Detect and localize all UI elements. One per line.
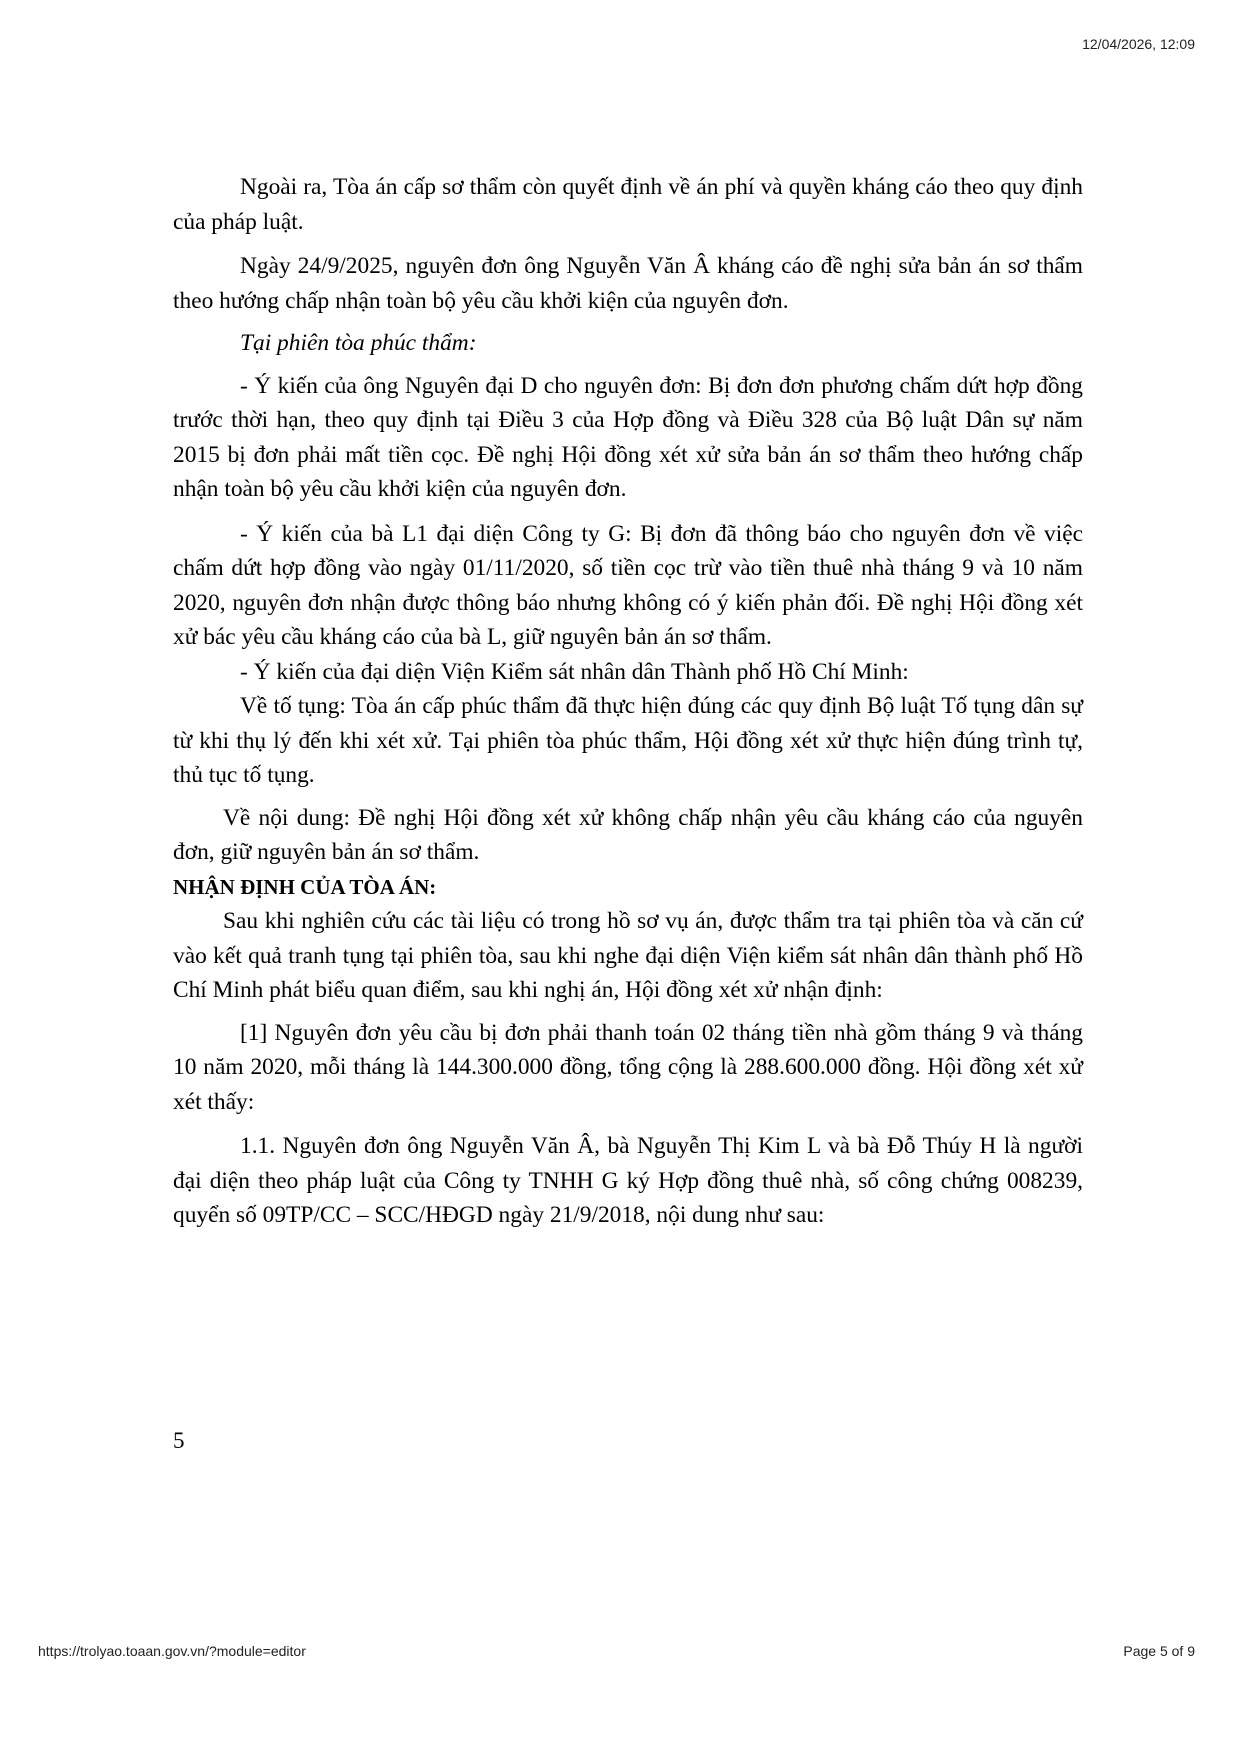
paragraph-appeal: Ngày 24/9/2025, nguyên đơn ông Nguyễn Văn Â kháng cáo đề nghị sửa bản án sơ thẩm theo hướng chấp nhận toàn bộ yêu cầu khởi kiện của nguyên đơn. xyxy=(173,253,1083,314)
paragraph-procuracy-opinion: - Ý kiến của đại diện Viện Kiểm sát nhân dân Thành phố Hồ Chí Minh: xyxy=(240,658,909,685)
print-page-indicator: Page 5 of 9 xyxy=(1123,1643,1195,1659)
paragraph-procedure: Về tố tụng: Tòa án cấp phúc thẩm đã thực hiện đúng các quy định Bộ luật Tố tụng dân sự từ khi thụ lý đến khi xét xử. Tại phiên tòa phúc thẩm, Hội đồng xét xử thực hiện đúng trình tự, thủ tục tố tụng. xyxy=(173,693,1083,788)
print-datetime: 12/04/2026, 12:09 xyxy=(1082,36,1195,52)
paragraph-appeal-hearing-heading: Tại phiên tòa phúc thẩm: xyxy=(240,330,477,356)
paragraph-court-findings-intro: Sau khi nghiên cứu các tài liệu có trong hồ sơ vụ án, được thẩm tra tại phiên tòa và căn cứ vào kết quả tranh tụng tại phiên tòa, sau khi nghe đại diện Viện kiểm sát nhân dân thành phố Hồ Chí Minh phát biểu quan điểm, sau khi nghị án, Hội đồng xét xử nhận định: xyxy=(173,908,1083,1003)
paragraph-court-fees: Ngoài ra, Tòa án cấp sơ thẩm còn quyết định về án phí và quyền kháng cáo theo quy định của pháp luật. xyxy=(173,174,1083,235)
paragraph-finding-1: [1] Nguyên đơn yêu cầu bị đơn phải thanh toán 02 tháng tiền nhà gồm tháng 9 và tháng 10 năm 2020, mỗi tháng là 144.300.000 đồng, tổng cộng là 288.600.000 đồng. Hội đồng xét xử xét thấy: xyxy=(173,1019,1083,1115)
document-body xyxy=(173,170,1083,1233)
section-heading-court-findings: NHẬN ĐỊNH CỦA TÒA ÁN: xyxy=(173,874,437,899)
paragraph-plaintiff-representative-opinion: - Ý kiến của ông Nguyên đại D cho nguyên đơn: Bị đơn đơn phương chấm dứt hợp đồng trước thời hạn, theo quy định tại Điều 3 của Hợp đồng và Điều 328 của Bộ luật Dân sự năm 2015 bị đơn phải mất tiền cọc. Đề nghị Hội đồng xét xử sửa bản án sơ thẩm theo hướng chấp nhận toàn bộ yêu cầu khởi kiện của nguyên đơn. xyxy=(173,372,1083,502)
page-number: 5 xyxy=(173,1428,185,1453)
paragraph-company-representative-opinion: - Ý kiến của bà L1 đại diện Công ty G: Bị đơn đã thông báo cho nguyên đơn về việc chấm dứt hợp đồng vào ngày 01/11/2020, số tiền cọc trừ vào tiền thuê nhà tháng 9 và 10 năm 2020, nguyên đơn nhận được thông báo nhưng không có ý kiến phản đối. Đề nghị Hội đồng xét xử bác yêu cầu kháng cáo của bà L, giữ nguyên bản án sơ thẩm. xyxy=(173,520,1083,650)
paragraph-content: Về nội dung: Đề nghị Hội đồng xét xử không chấp nhận yêu cầu kháng cáo của nguyên đơn, giữ nguyên bản án sơ thẩm. xyxy=(173,804,1083,865)
print-url: https://trolyao.toaan.gov.vn/?module=editor xyxy=(38,1643,306,1659)
paragraph-finding-1-1: 1.1. Nguyên đơn ông Nguyễn Văn Â, bà Nguyễn Thị Kim L và bà Đỗ Thúy H là người đại diện theo pháp luật của Công ty TNHH G ký Hợp đồng thuê nhà, số công chứng 008239, quyển số 09TP/CC – SCC/HĐGD ngày 21/9/2018, nội dung như sau: xyxy=(173,1133,1083,1228)
